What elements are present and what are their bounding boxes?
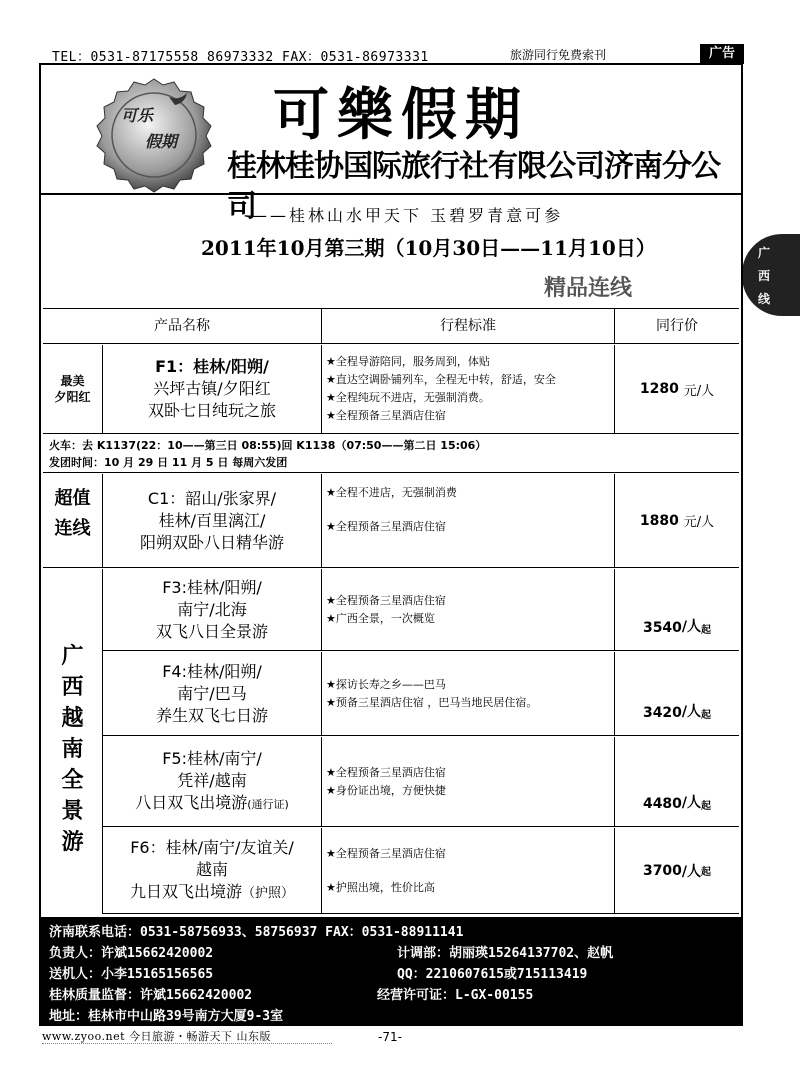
train-schedule: 火车：去 K1137(22：10——第三日 08:55)回 K1138（07:50——第二日 15:06） (49, 439, 487, 452)
footer-address: 地址：桂林市中山路39号南方大厦9-3室 (49, 1009, 284, 1024)
price-unit: /人 (681, 619, 702, 635)
category-char: 西 (61, 675, 84, 700)
product-note: （护照） (242, 885, 295, 901)
price-cell (615, 345, 739, 433)
product-line: F6：桂林/南宁/友谊关/ (130, 837, 294, 857)
price-table (43, 308, 739, 901)
contact-footer (41, 917, 741, 1024)
product-line: F5:桂林/南宁/ (162, 748, 262, 768)
category-guangxi-vietnam (43, 569, 103, 914)
product-line-text: 九日双飞出境游 (129, 881, 242, 901)
train-info (43, 435, 739, 473)
product-line: 双卧七日纯玩之旅 (147, 401, 276, 420)
category-label (43, 345, 103, 433)
product-line: 南宁/北海 (177, 599, 247, 619)
standard-item: ★全程预备三星酒店住宿 (326, 765, 446, 779)
bottle-cap-logo (89, 75, 219, 193)
product-line-text: 八日双飞出境游 (135, 792, 248, 812)
category-line: 最美 (60, 374, 85, 388)
header-product: 产品名称 (43, 309, 322, 344)
itinerary-standards (322, 652, 615, 735)
category-char: 景 (61, 799, 84, 824)
product-line: 养生双飞七日游 (155, 705, 268, 725)
product-name (103, 652, 322, 735)
region-side-tab (742, 234, 800, 316)
ad-frame (39, 63, 743, 1026)
product-line: 双飞八日全景游 (155, 621, 268, 641)
price-cell (615, 569, 739, 650)
ad-badge: 广告 (700, 44, 744, 64)
standard-item: ★身份证出境，方便快捷 (326, 783, 446, 797)
product-name (103, 474, 322, 567)
category-char: 全 (61, 768, 84, 793)
product-line: F4:桂林/阳朔/ (162, 661, 262, 681)
price-cell (615, 652, 739, 735)
header-magazine: 旅游同行免费索刊 (510, 48, 607, 62)
category-line: 连线 (54, 518, 91, 539)
logo-text-bottom: 假期 (145, 132, 178, 151)
table-row-c1 (43, 474, 739, 568)
table-row-f6 (103, 828, 739, 914)
standard-item: ★全程预备三星酒店住宿 (326, 846, 446, 860)
header-price: 同行价 (656, 318, 698, 334)
product-line: 越南 (195, 859, 228, 879)
product-line: 凭祥/越南 (177, 770, 247, 790)
category-char: 越 (61, 706, 84, 731)
bottom-site (42, 1028, 271, 1044)
price-value: 1280 (639, 381, 679, 397)
standard-item: ★护照出境，性价比高 (326, 880, 435, 894)
product-line (135, 792, 289, 816)
slogan: ——桂林山水甲天下 玉碧罗青意可参 (251, 206, 564, 225)
price-unit: 元/人 (683, 515, 715, 530)
category-line: 夕阳红 (54, 390, 91, 404)
sidetab-char: 线 (757, 292, 770, 306)
departure-dates: 发团时间：10 月 29 日 11 月 5 日 每周六发团 (49, 456, 288, 469)
bottom-divider (42, 1043, 332, 1044)
price-value: 4480 (642, 796, 682, 812)
price-unit: /人 (681, 795, 702, 811)
table-row-f1 (43, 345, 739, 434)
standard-item: ★预备三星酒店住宿 ，巴马当地民居住宿。 (326, 695, 538, 709)
footer-qq: QQ：2210607615或715113419 (397, 967, 588, 982)
footer-manager: 负责人：许斌15662420002 (49, 946, 214, 961)
footer-airport: 送机人：小李15165156565 (49, 967, 214, 982)
category-line: 超值 (54, 488, 91, 509)
category-char: 广 (61, 644, 84, 669)
itinerary-standards (322, 345, 615, 433)
price-value: 3700 (642, 862, 682, 879)
price-suffix: 起 (701, 710, 712, 721)
standard-item: ★全程不进店，无强制消费 (326, 486, 457, 499)
product-line: 阳朔双卧八日精华游 (139, 532, 284, 552)
product-line (130, 881, 294, 905)
issue-period: 2011年10月第三期（10月30日——11月10日） (201, 236, 656, 260)
product-line: 南宁/巴马 (177, 683, 247, 703)
price-value: 1880 (639, 512, 679, 529)
price-cell (615, 828, 739, 913)
itinerary-standards (322, 569, 615, 650)
company-name: 桂林桂协国际旅行社有限公司济南分公司 (227, 149, 720, 224)
site-text: www.zyoo.net 今日旅游・畅游天下 山东版 (42, 1030, 272, 1043)
standard-item: ★全程预备三星酒店住宿 (326, 593, 446, 607)
price-suffix: 起 (701, 801, 712, 812)
price-cell (615, 737, 739, 826)
itinerary-standards (322, 737, 615, 826)
price-unit: /人 (681, 704, 702, 720)
standard-item: ★全程纯玩不进店，无强制消费。 (326, 391, 490, 404)
tagline: 精品连线 (544, 275, 633, 301)
price-value: 3540 (642, 620, 682, 636)
header-standard: 行程标准 (322, 309, 615, 344)
product-line: F3:桂林/阳朔/ (162, 577, 262, 597)
product-line: F1：桂林/阳朔/ (155, 357, 269, 376)
price-unit: /人 (681, 863, 702, 880)
standard-item: ★全程预备三星酒店住宿 (326, 520, 446, 533)
price-unit: 元/人 (683, 383, 715, 399)
standard-item: ★全程导游陪同，服务周到，体贴 (326, 355, 490, 368)
category-char: 南 (61, 737, 84, 762)
product-name (103, 828, 322, 913)
footer-license: 经营许可证：L-GX-00155 (377, 988, 534, 1003)
product-line: 兴坪古镇/夕阳红 (153, 379, 271, 398)
table-row-f5 (103, 737, 739, 827)
price-cell (615, 474, 739, 567)
table-row-f4 (103, 652, 739, 736)
itinerary-standards (322, 828, 615, 913)
price-suffix: 起 (701, 625, 712, 636)
brand-title: 可樂假期 (273, 82, 529, 148)
header-contact: TEL：0531-87175558 86973332 FAX：0531-86973331 (52, 50, 429, 65)
category-label (43, 474, 103, 567)
page-number: -71- (378, 1030, 402, 1044)
product-name (103, 345, 322, 433)
product-line: C1：韶山/张家界/ (147, 488, 277, 508)
standard-item: ★全程预备三星酒店住宿 (326, 409, 446, 422)
product-note: (通行证) (247, 797, 289, 811)
logo-text-top: 可乐 (121, 106, 154, 125)
sidetab-char: 西 (757, 269, 770, 283)
sidetab-char: 广 (757, 246, 770, 260)
product-name (103, 737, 322, 826)
standard-item: ★广西全景，一次概览 (326, 611, 435, 625)
footer-phone-line: 济南联系电话：0531-58756933、58756937 FAX：0531-88911141 (49, 925, 464, 940)
standard-item: ★直达空调卧铺列车，全程无中转，舒适，安全 (326, 373, 556, 386)
table-row-f3 (103, 569, 739, 651)
standard-item: ★探访长寿之乡——巴马 (326, 677, 446, 691)
table-header (43, 309, 739, 344)
price-suffix: 起 (701, 867, 712, 878)
price-value: 3420 (642, 705, 682, 721)
product-name (103, 569, 322, 650)
category-char: 游 (61, 830, 84, 855)
footer-planning: 计调部：胡丽瑛15264137702、赵帆 (397, 946, 614, 961)
itinerary-standards (322, 474, 615, 567)
product-line: 桂林/百里漓江/ (158, 510, 266, 530)
footer-quality: 桂林质量监督：许斌15662420002 (49, 988, 253, 1003)
